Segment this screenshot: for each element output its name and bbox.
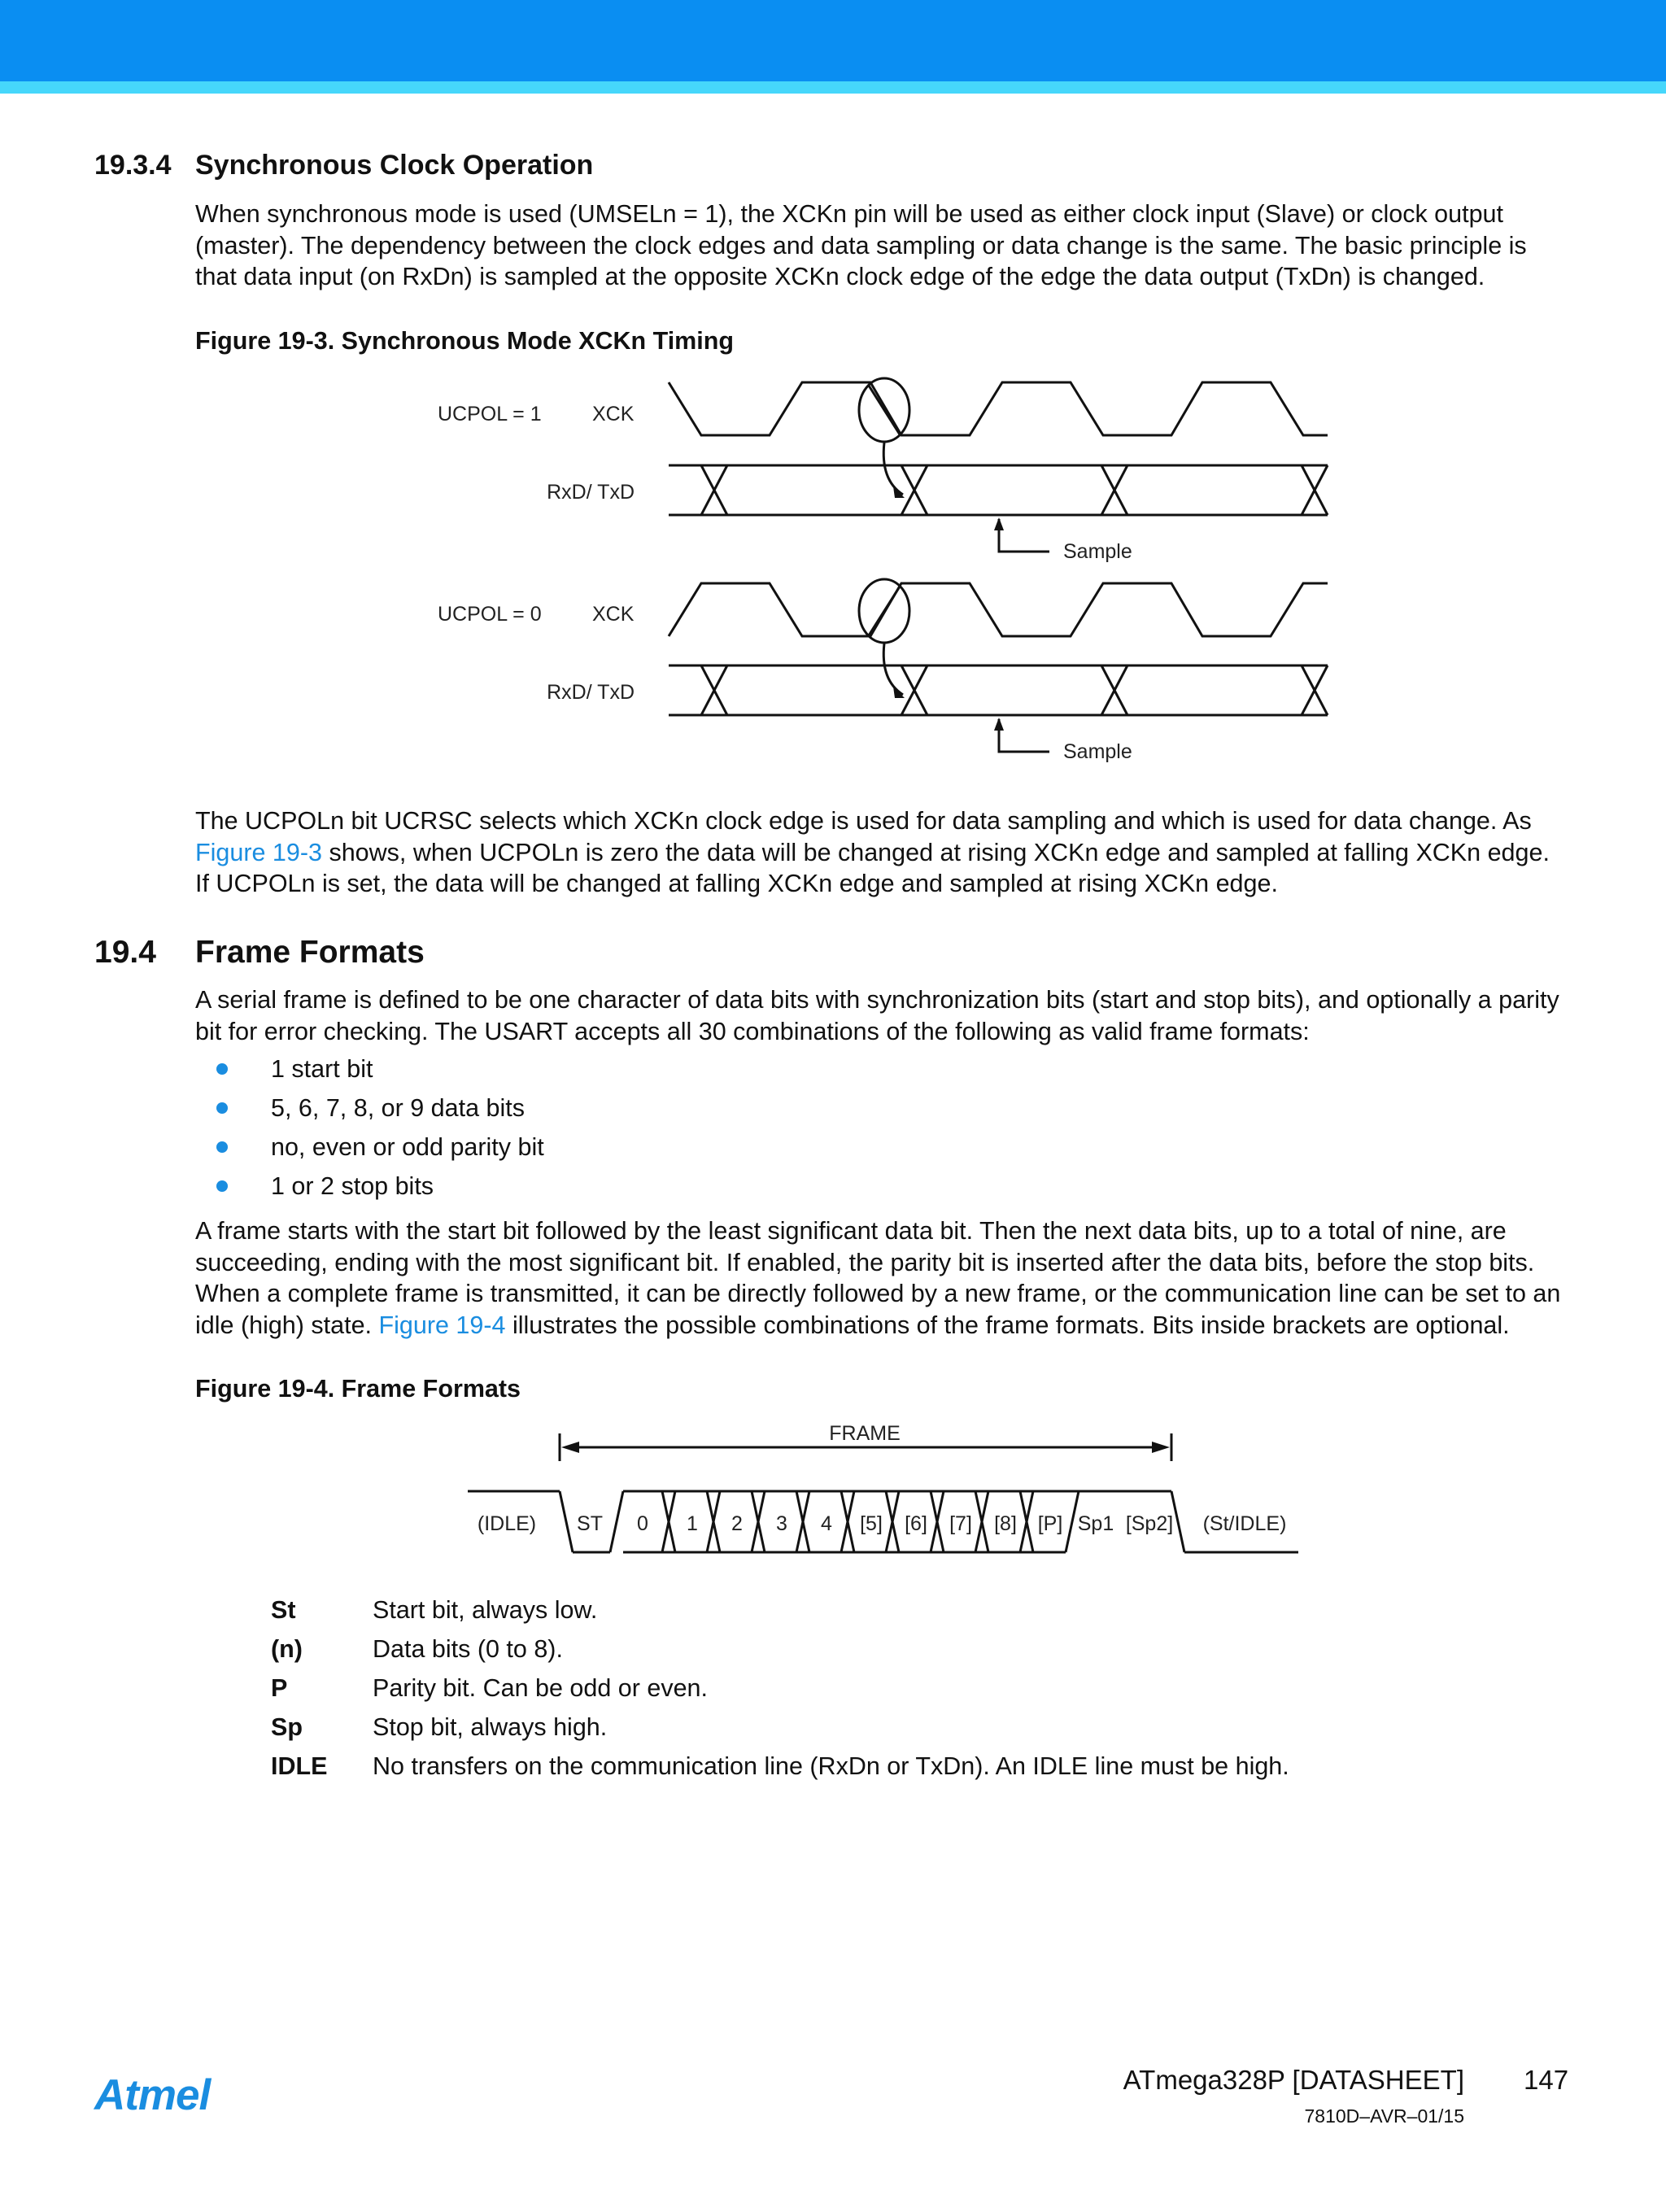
frame-bit-label: [Sp2] bbox=[1125, 1512, 1174, 1535]
data-line-label: RxD/ TxD bbox=[547, 681, 635, 704]
idle-right-label: (St/IDLE) bbox=[1202, 1512, 1287, 1535]
figure-4-frame-diagram bbox=[0, 1414, 1666, 1568]
footer-doc-title: ATmega328P [DATASHEET] bbox=[1123, 2065, 1464, 2095]
list-item: 1 start bit bbox=[195, 1049, 1009, 1089]
sample-label: Sample bbox=[1063, 740, 1132, 763]
atmel-logo: Atmel bbox=[94, 2071, 211, 2119]
ucpol0-label: UCPOL = 0 bbox=[438, 603, 542, 626]
frame-bit-label: [8] bbox=[994, 1512, 1017, 1535]
list-item: no, even or odd parity bit bbox=[195, 1128, 1009, 1167]
frame-bit-label: [6] bbox=[905, 1512, 927, 1535]
frame-formats-intro: A serial frame is defined to be one character of data bits with synchronization bits (start and stop bits), and optionally a parity bit for error checking. The USART accepts all 30 combinations of the following as valid frame formats: bbox=[195, 986, 1559, 1045]
bullet-icon bbox=[216, 1141, 228, 1153]
xck-waveform-ucpol1 bbox=[669, 382, 1328, 435]
frame-arrow-right-icon bbox=[1152, 1442, 1170, 1453]
frame-bit-label: ST bbox=[577, 1512, 603, 1535]
definition-row: Sp Stop bit, always high. bbox=[271, 1713, 608, 1741]
bullet-icon bbox=[216, 1102, 228, 1114]
section-paragraph: When synchronous mode is used (UMSELn = 1), the XCKn pin will be used as either clock input (Slave) or clock output (master). The dependency between the clock edges and data sampling or data change is the same. The basic principle is that data input (on RxDn) is sampled at the opposite XCKn clock edge of the edge the data output (TxDn) is changed. bbox=[195, 200, 1527, 290]
data-line-label: RxD/ TxD bbox=[547, 481, 635, 504]
figure-19-3-link[interactable]: Figure 19-3 bbox=[195, 838, 322, 866]
section-number: 19.4 bbox=[94, 935, 156, 970]
definition-list bbox=[271, 1590, 1491, 1786]
xck-waveform-ucpol0 bbox=[669, 583, 1328, 636]
figure-19-4-link[interactable]: Figure 19-4 bbox=[378, 1311, 506, 1339]
frame-bit-label: [7] bbox=[949, 1512, 972, 1535]
frame-label: FRAME bbox=[829, 1422, 901, 1445]
figure-3-timing-diagram bbox=[0, 358, 1666, 814]
frame-bit-label: 2 bbox=[731, 1512, 743, 1535]
sample-label: Sample bbox=[1063, 540, 1132, 563]
figure-4-caption: Figure 19-4. Frame Formats bbox=[195, 1375, 521, 1403]
definition-row: IDLE No transfers on the communication line (RxDn or TxDn). An IDLE line must be high. bbox=[271, 1752, 1289, 1780]
list-item: 5, 6, 7, 8, or 9 data bits bbox=[195, 1089, 1009, 1128]
definition-row: P Parity bit. Can be odd or even. bbox=[271, 1674, 708, 1702]
frame-arrow-left-icon bbox=[561, 1442, 579, 1453]
page-number: 147 bbox=[1524, 2065, 1569, 2095]
definition-row: (n) Data bits (0 to 8). bbox=[271, 1635, 563, 1663]
list-item: 1 or 2 stop bits bbox=[195, 1167, 1009, 1206]
footer-doc-id: 7810D–AVR–01/15 bbox=[1304, 2105, 1464, 2127]
fig3-explanation: The UCPOLn bit UCRSC selects which XCKn clock edge is used for data sampling and which is used for data change. As Figure 19-3 shows, when UCPOLn is zero the data will be changed at rising XCKn edge and sampled at falling XCKn edge. If UCPOLn is set, the data will be changed at falling XCKn edge and sampled at rising XCKn edge. bbox=[195, 807, 1550, 897]
frame-bit-label: [5] bbox=[860, 1512, 883, 1535]
xck-label: XCK bbox=[592, 603, 635, 626]
section-title: Frame Formats bbox=[195, 935, 425, 970]
frame-bit-label: Sp1 bbox=[1077, 1512, 1114, 1535]
frame-format-list bbox=[195, 1049, 1009, 1206]
bullet-icon bbox=[216, 1180, 228, 1192]
sample-arrow-icon bbox=[893, 486, 905, 498]
section-title: Synchronous Clock Operation bbox=[195, 150, 594, 181]
header-bar bbox=[0, 0, 1666, 81]
figure-3-caption: Figure 19-3. Synchronous Mode XCKn Timing bbox=[195, 327, 735, 355]
frame-bit-label: 1 bbox=[687, 1512, 698, 1535]
frame-bit-label: [P] bbox=[1037, 1512, 1063, 1535]
frame-bit-label: 3 bbox=[776, 1512, 787, 1535]
header-stripe bbox=[0, 81, 1666, 94]
bullet-icon bbox=[216, 1063, 228, 1075]
frame-bit-label: 0 bbox=[637, 1512, 648, 1535]
section-number: 19.3.4 bbox=[94, 150, 172, 181]
ucpol1-label: UCPOL = 1 bbox=[438, 403, 542, 425]
xck-label: XCK bbox=[592, 403, 635, 425]
frame-description: A frame starts with the start bit followed by the least significant data bit. Then the next data bits, up to a total of nine, are succeeding, ending with the most significant bit. If enabled, the parity bit is inserted after the data bits, before the stop bits. When a complete frame is transmitted, it can be directly followed by a new frame, or the communication line can be set to an idle (high) state. Figure 19-4 illustrates the possible combinations of the frame formats. Bits inside brackets are optional. bbox=[195, 1217, 1561, 1339]
frame-bit-label: 4 bbox=[821, 1512, 832, 1535]
idle-left-label: (IDLE) bbox=[477, 1512, 537, 1535]
definition-row: St Start bit, always low. bbox=[271, 1596, 598, 1624]
